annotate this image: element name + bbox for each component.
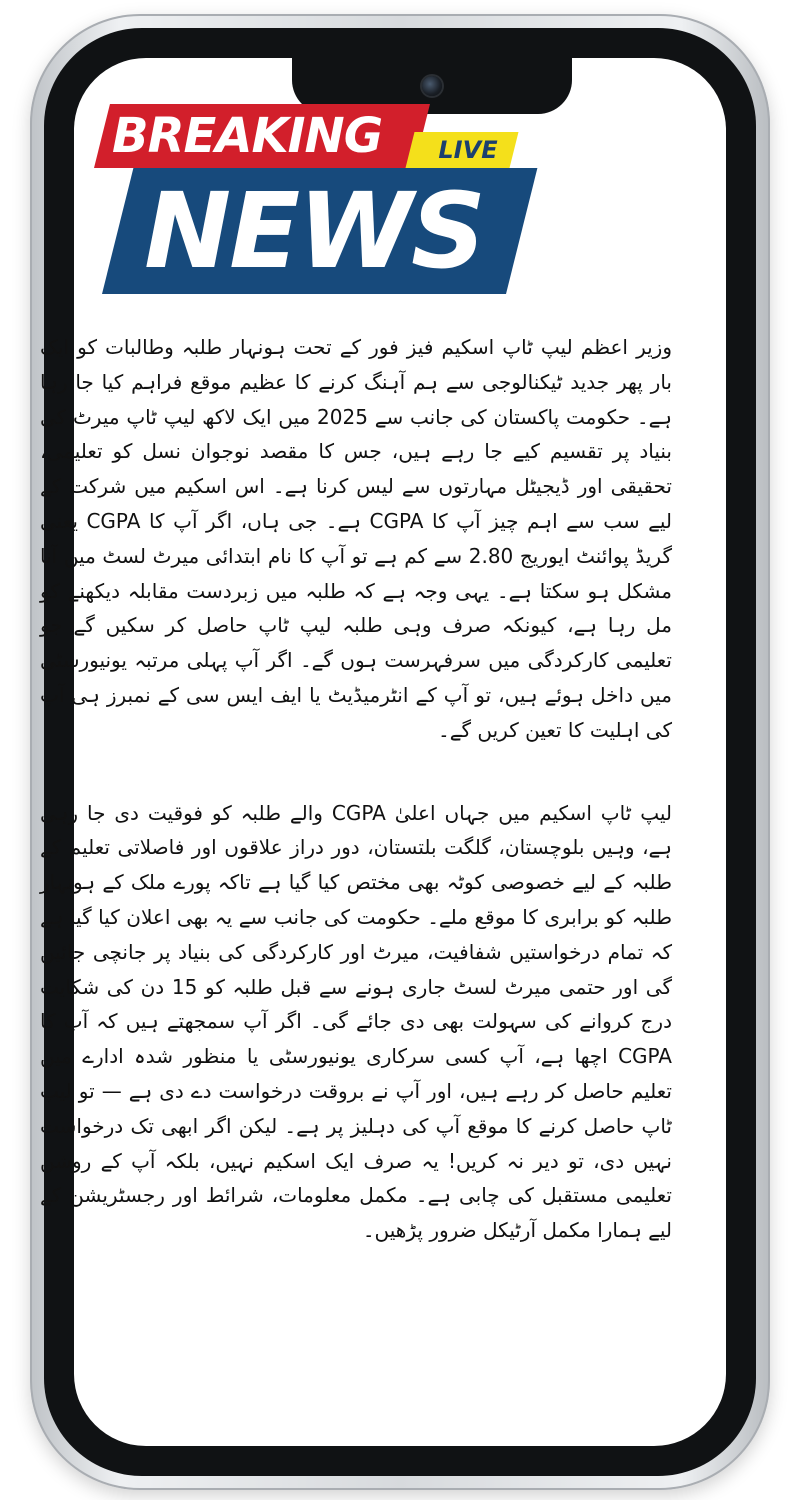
front-camera-icon: [422, 76, 442, 96]
logo-news-text: NEWS: [144, 170, 484, 292]
logo-breaking-text: BREAKING: [112, 108, 383, 164]
paragraph-spacer: [40, 748, 672, 796]
breaking-news-logo: [94, 104, 514, 294]
article-body: [40, 330, 672, 1248]
article-paragraph-1: وزیر اعظم لیپ ٹاپ اسکیم فیز فور کے تحت ہونہار طلبہ وطالبات کو ایک بار پھر جدید ٹیکنالوجی سے ہم آہنگ کرنے کا عظیم موقع فراہم کیا جا رہا ہے۔ حکومت پاکستان کی جانب سے 2025 میں ایک لاکھ لیپ ٹاپ میرٹ کی بنیاد پر تقسیم کیے جا رہے ہیں، جس کا مقصد نوجوان نسل کو تعلیمی، تحقیقی اور ڈیجیٹل مہارتوں سے لیس کرنا ہے۔ اس اسکیم میں شرکت کے لیے سب سے اہم چیز آپ کا CGPA ہے۔ جی ہاں، اگر آپ کا CGPA یعنی گریڈ پوائنٹ ایوریج 2.80 سے کم ہے تو آپ کا نام ابتدائی میرٹ لسٹ میں آنا مشکل ہو سکتا ہے۔ یہی وجہ ہے کہ طلبہ میں زبردست مقابلہ دیکھنے کو مل رہا ہے، کیونکہ صرف وہی طلبہ لیپ ٹاپ حاصل کر سکیں گے جو تعلیمی کارکردگی میں سرفہرست ہوں گے۔ اگر آپ پہلی مرتبہ یونیورسٹی میں داخل ہوئے ہیں، تو آپ کے انٹرمیڈیٹ یا ایف ایس سی کے نمبرز ہی آپ کی اہلیت کا تعین کریں گے۔: [40, 335, 673, 742]
article-paragraph-2: لیپ ٹاپ اسکیم میں جہاں اعلیٰ CGPA والے طلبہ کو فوقیت دی جا رہی ہے، وہیں بلوچستان، گلگت بلتستان، دور دراز علاقوں اور فاصلاتی تعلیم کے طلبہ کے لیے خصوصی کوٹہ بھی مختص کیا گیا ہے تاکہ پورے ملک کے ہونہار طلبہ کو برابری کا موقع ملے۔ حکومت کی جانب سے یہ بھی اعلان کیا گیا ہے کہ تمام درخواستیں شفافیت، میرٹ اور کارکردگی کی بنیاد پر جانچی جائیں گی اور حتمی میرٹ لسٹ جاری ہونے سے قبل طلبہ کو 15 دن کی شکایت درج کروانے کی سہولت بھی دی جائے گی۔ اگر آپ سمجھتے ہیں کہ آپ کا CGPA اچھا ہے، آپ کسی سرکاری یونیورسٹی یا منظور شدہ ادارے میں تعلیم حاصل کر رہے ہیں، اور آپ نے بروقت درخواست دے دی ہے — تو لیپ ٹاپ حاصل کرنے کا موقع آپ کی دہلیز پر ہے۔ لیکن اگر ابھی تک درخواست نہیں دی، تو دیر نہ کریں! یہ صرف ایک اسکیم نہیں، بلکہ آپ کے روشن تعلیمی مستقبل کی چابی ہے۔ مکمل معلومات، شرائط اور رجسٹریشن کے لیے ہمارا مکمل آرٹیکل ضرور پڑھیں۔: [40, 800, 672, 1243]
logo-live-text: LIVE: [438, 136, 498, 164]
